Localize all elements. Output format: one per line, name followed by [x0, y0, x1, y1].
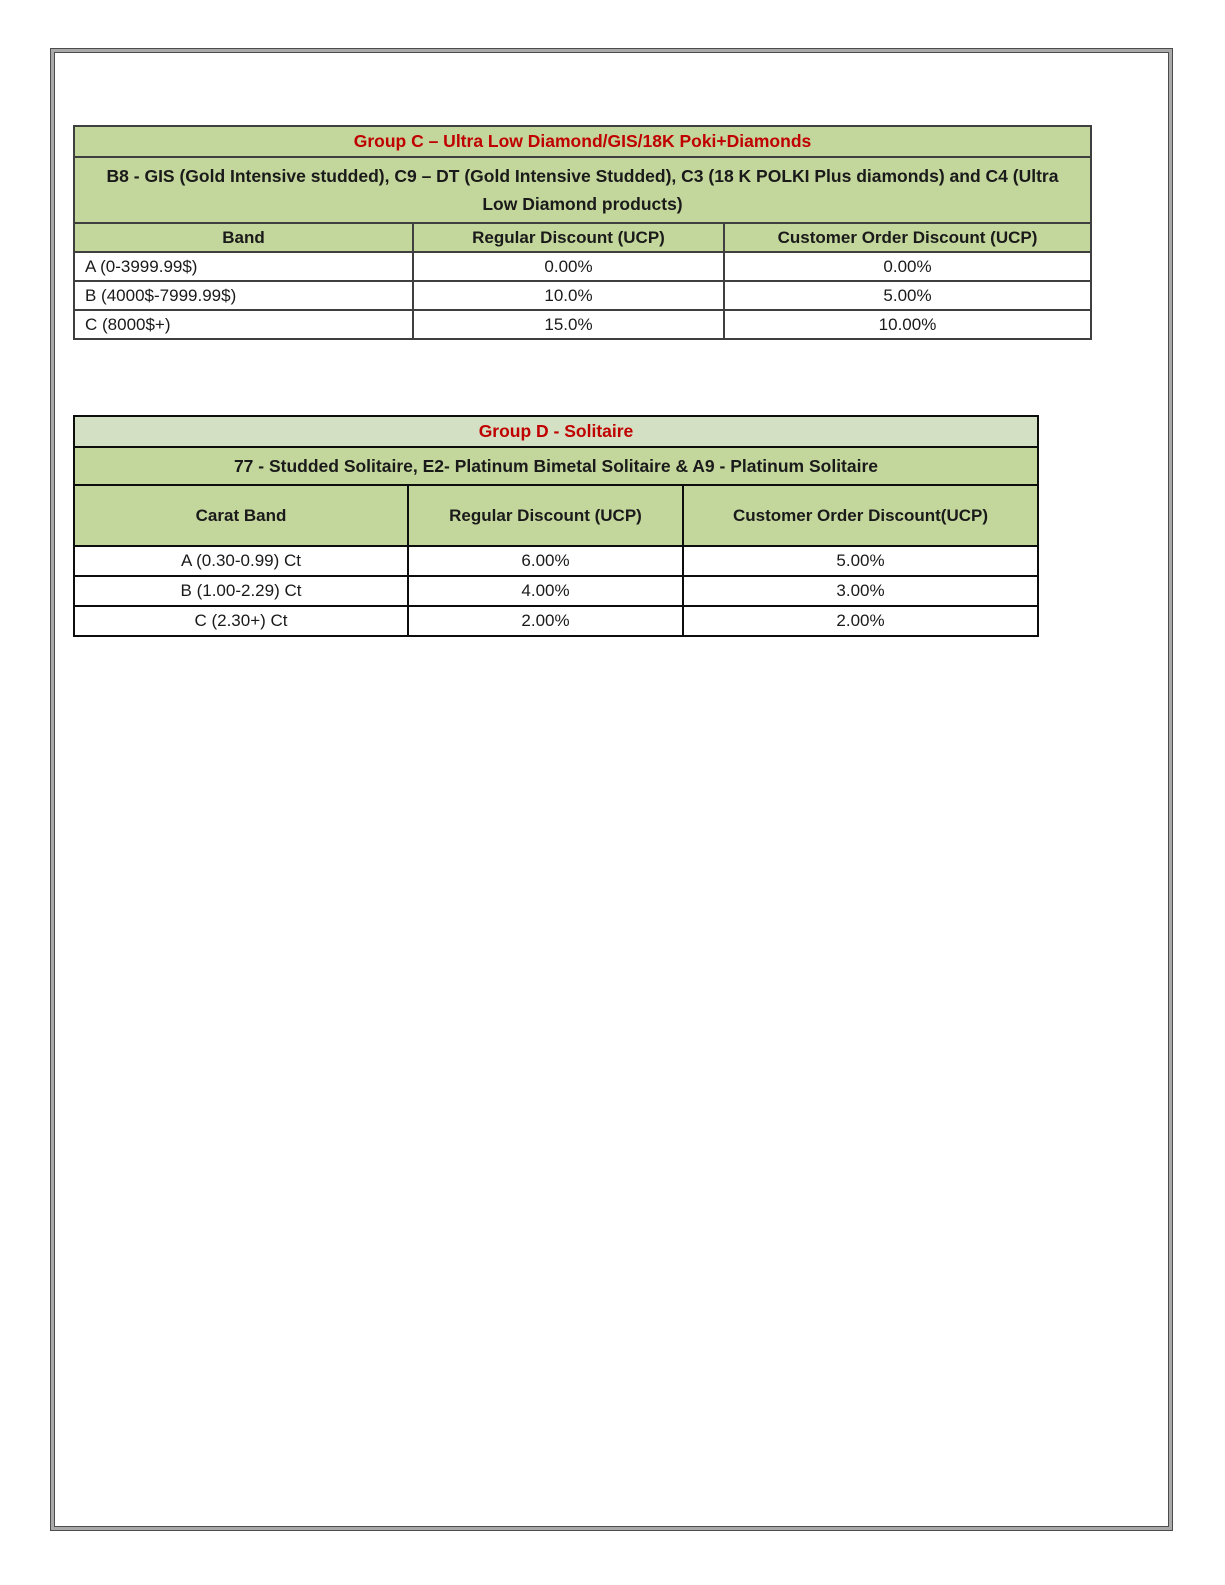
carat-band-cell: B (1.00-2.29) Ct	[74, 576, 408, 606]
column-header-regular-discount: Regular Discount (UCP)	[413, 223, 724, 252]
carat-band-cell: C (2.30+) Ct	[74, 606, 408, 636]
regular-discount-cell: 0.00%	[413, 252, 724, 281]
group-d-table-title: Group D - Solitaire	[74, 416, 1038, 447]
customer-order-discount-cell: 2.00%	[683, 606, 1038, 636]
regular-discount-cell: 6.00%	[408, 546, 683, 576]
table-row	[74, 416, 1038, 447]
column-header-customer-order-discount: Customer Order Discount(UCP)	[683, 485, 1038, 546]
band-cell: A (0-3999.99$)	[74, 252, 413, 281]
carat-band-cell: A (0.30-0.99) Ct	[74, 546, 408, 576]
table-row	[74, 485, 1038, 546]
table-row	[74, 157, 1091, 223]
customer-order-discount-cell: 0.00%	[724, 252, 1091, 281]
table-row	[74, 546, 1038, 576]
band-cell: C (8000$+)	[74, 310, 413, 339]
group-c-table-title: Group C – Ultra Low Diamond/GIS/18K Poki+Diamonds	[74, 126, 1091, 157]
regular-discount-cell: 10.0%	[413, 281, 724, 310]
band-cell: B (4000$-7999.99$)	[74, 281, 413, 310]
customer-order-discount-cell: 5.00%	[683, 546, 1038, 576]
column-header-carat-band: Carat Band	[74, 485, 408, 546]
customer-order-discount-cell: 5.00%	[724, 281, 1091, 310]
table-row	[74, 281, 1091, 310]
table-row	[74, 126, 1091, 157]
group-d-discount-table	[73, 415, 1039, 637]
table-row	[74, 252, 1091, 281]
regular-discount-cell: 2.00%	[408, 606, 683, 636]
table-row	[74, 223, 1091, 252]
column-header-band: Band	[74, 223, 413, 252]
group-c-discount-table	[73, 125, 1092, 340]
column-header-regular-discount: Regular Discount (UCP)	[408, 485, 683, 546]
table-row	[74, 447, 1038, 485]
column-header-customer-order-discount: Customer Order Discount (UCP)	[724, 223, 1091, 252]
table-row	[74, 310, 1091, 339]
customer-order-discount-cell: 3.00%	[683, 576, 1038, 606]
table-row	[74, 576, 1038, 606]
regular-discount-cell: 4.00%	[408, 576, 683, 606]
customer-order-discount-cell: 10.00%	[724, 310, 1091, 339]
group-d-table-subtitle: 77 - Studded Solitaire, E2- Platinum Bimetal Solitaire & A9 - Platinum Solitaire	[74, 447, 1038, 485]
regular-discount-cell: 15.0%	[413, 310, 724, 339]
group-c-table-subtitle: B8 - GIS (Gold Intensive studded), C9 – DT (Gold Intensive Studded), C3 (18 K POLKI Plus diamonds) and C4 (Ultra Low Diamond products)	[74, 157, 1091, 223]
table-row	[74, 606, 1038, 636]
